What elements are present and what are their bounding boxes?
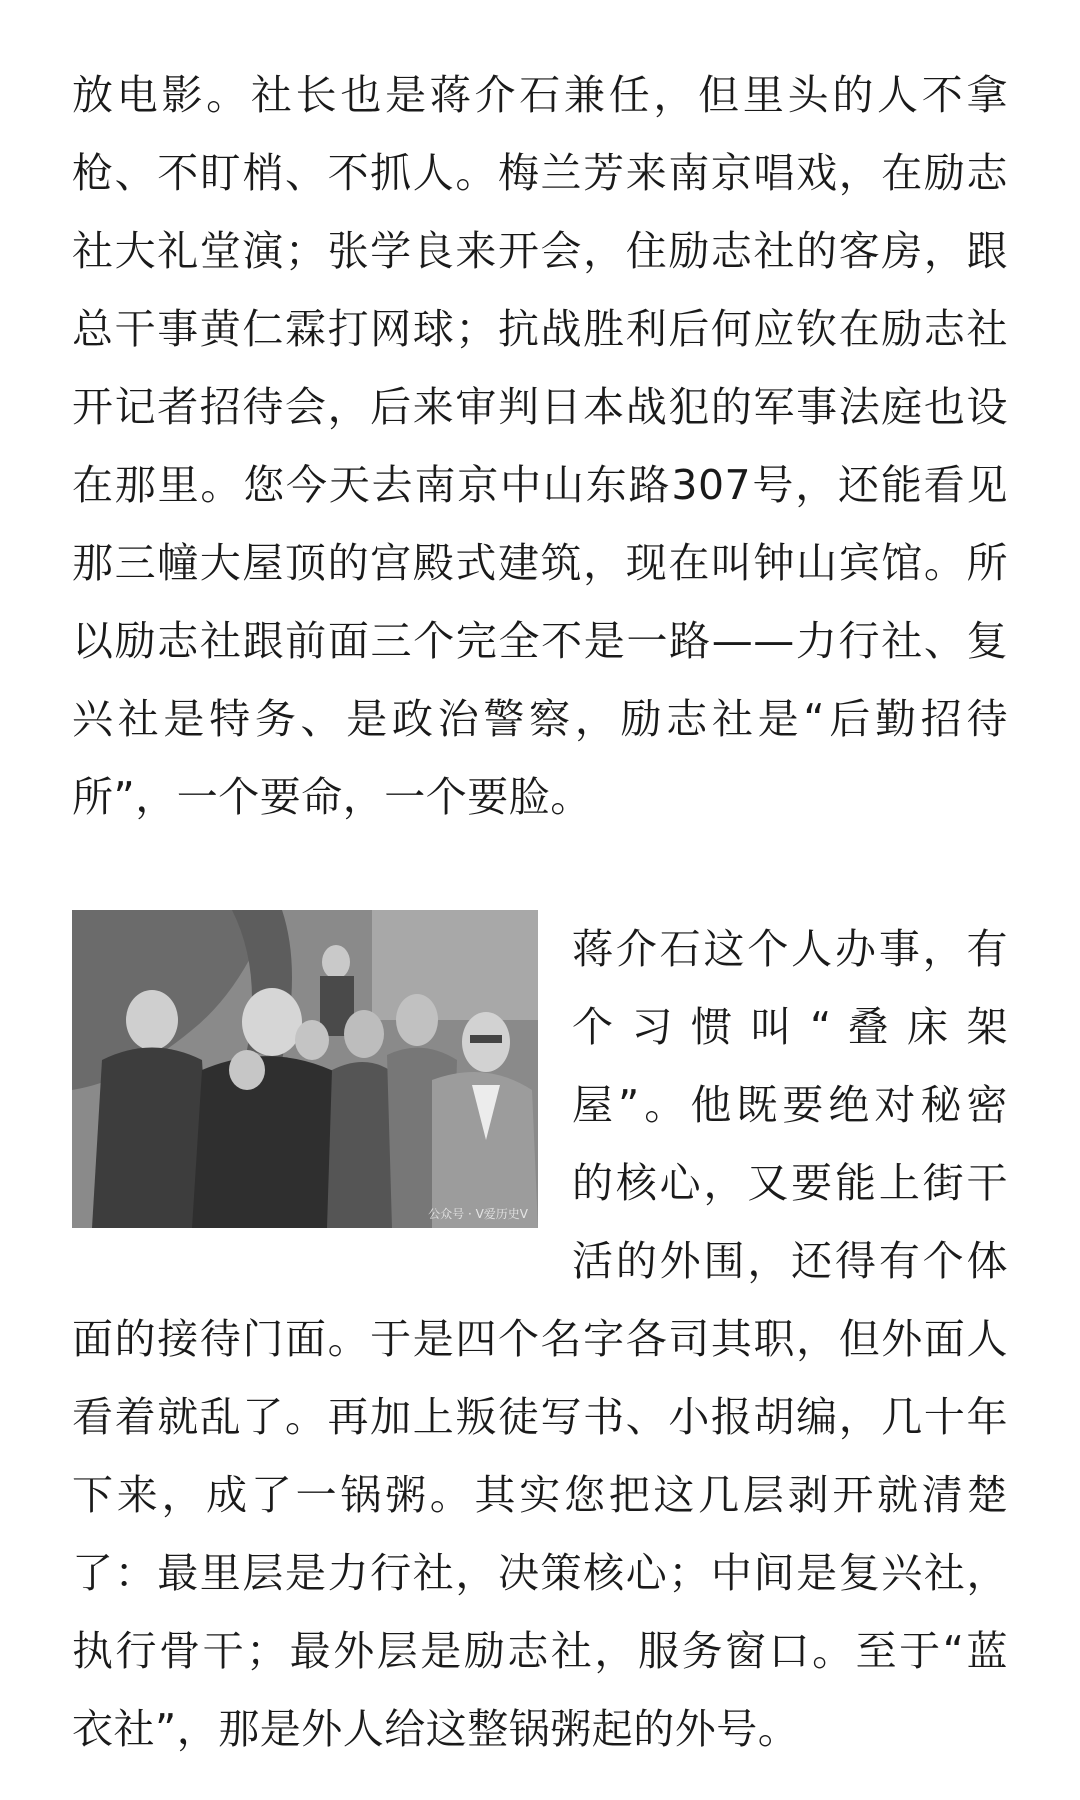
text-line: 放电影。社长也是蒋介石兼任，但里头的人不拿 bbox=[72, 71, 1008, 119]
text-line: 开记者招待会，后来审判日本战犯的军事法庭也设 bbox=[72, 383, 1008, 431]
text-line: 面的接待门面。于是四个名字各司其职，但外面人 bbox=[72, 1315, 1008, 1363]
text-line: 了：最里层是力行社，决策核心；中间是复兴社， bbox=[72, 1549, 1008, 1597]
text-line: 兴社是特务、是政治警察，励志社是“后勤招待 bbox=[72, 695, 1008, 743]
text-line: 看着就乱了。再加上叛徒写书、小报胡编，几十年 bbox=[72, 1393, 1008, 1441]
text-line: 总干事黄仁霖打网球；抗战胜利后何应钦在励志社 bbox=[72, 305, 1008, 353]
text-line: 在那里。您今天去南京中山东路307号，还能看见 bbox=[72, 461, 1008, 509]
text-line: 屋”。他既要绝对秘密 bbox=[572, 1081, 1008, 1129]
text-line: 的核心，又要能上街干 bbox=[572, 1159, 1008, 1207]
text-line: 执行骨干；最外层是励志社，服务窗口。至于“蓝 bbox=[72, 1627, 1008, 1675]
text-line: 衣社”，那是外人给这整锅粥起的外号。 bbox=[72, 1705, 800, 1753]
text-line: 以励志社跟前面三个完全不是一路——力行社、复 bbox=[72, 617, 1008, 665]
historical-group-photo[interactable] bbox=[72, 910, 538, 1228]
text-line: 活的外围，还得有个体 bbox=[572, 1237, 1008, 1285]
text-line: 社大礼堂演；张学良来开会，住励志社的客房，跟 bbox=[72, 227, 1008, 275]
group-photo-illustration bbox=[72, 910, 538, 1228]
text-line: 个 习 惯 叫 “ 叠 床 架 bbox=[572, 1003, 1008, 1051]
text-line: 下来，成了一锅粥。其实您把这几层剥开就清楚 bbox=[72, 1471, 1008, 1519]
text-line: 枪、不盯梢、不抓人。梅兰芳来南京唱戏，在励志 bbox=[72, 149, 1008, 197]
paragraph-1 bbox=[72, 56, 1008, 836]
photo-side-text bbox=[572, 910, 1008, 1300]
text-line: 蒋介石这个人办事，有 bbox=[572, 925, 1008, 973]
paragraph-2 bbox=[72, 1300, 1008, 1768]
paragraph-gap bbox=[72, 836, 1008, 910]
article-body bbox=[72, 56, 1008, 1768]
watermark-text: 公众号 · V爱历史V bbox=[428, 1207, 528, 1221]
text-line: 所”，一个要命，一个要脸。 bbox=[72, 773, 592, 821]
text-line: 那三幢大屋顶的宫殿式建筑，现在叫钟山宾馆。所 bbox=[72, 539, 1008, 587]
photo-with-text bbox=[72, 910, 1008, 1300]
